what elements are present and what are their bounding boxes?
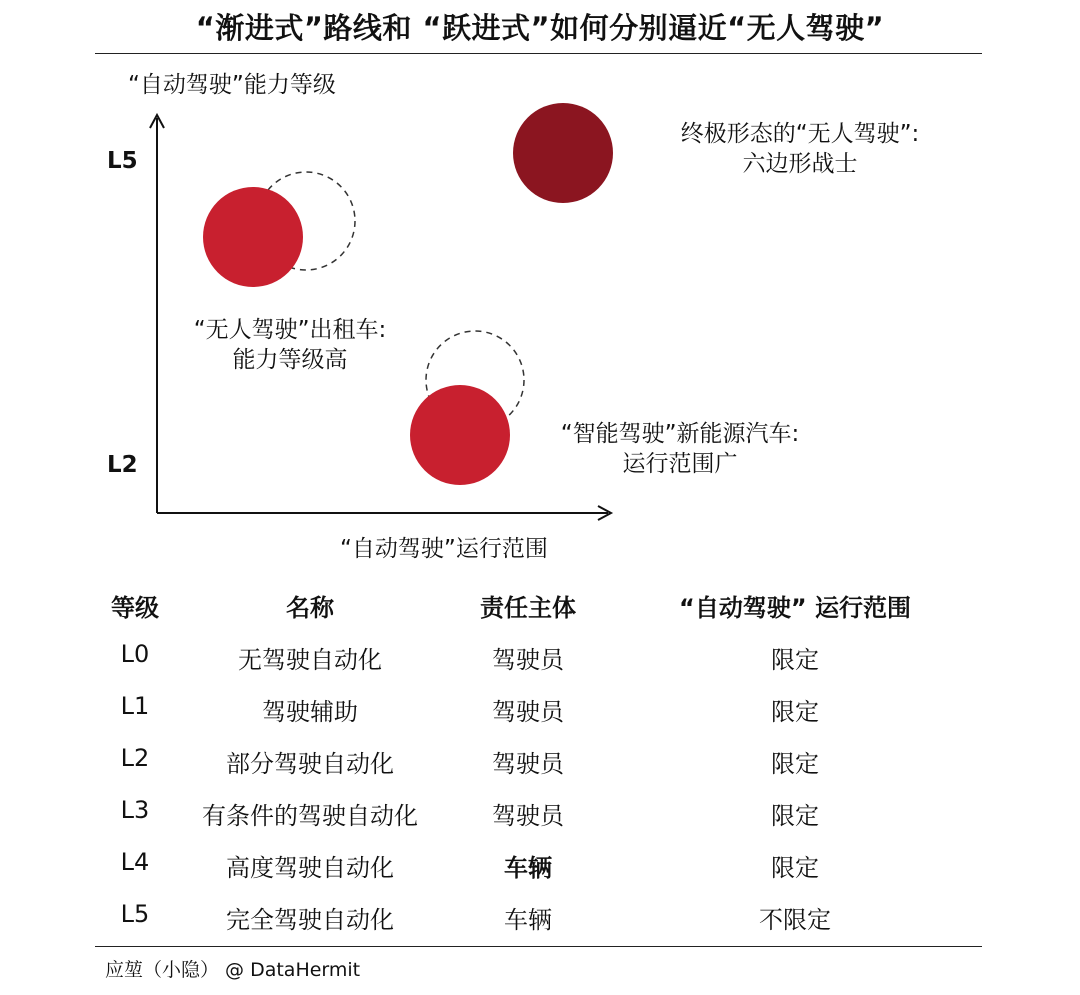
ultimate-circle	[513, 103, 613, 203]
y-tick-l2: L2	[107, 452, 138, 478]
page-title: “渐进式”路线和 “跃进式”如何分别逼近“无人驾驶”	[195, 11, 885, 45]
row-l3-level: L3	[120, 796, 150, 824]
row-l4-name: 高度驾驶自动化	[226, 854, 394, 882]
row-l0-subject: 驾驶员	[492, 646, 564, 674]
table-header-level: 等级	[111, 594, 159, 622]
row-l3-subject: 驾驶员	[492, 802, 564, 830]
row-l4-subject: 车辆	[504, 854, 552, 882]
y-tick-l5: L5	[107, 148, 138, 174]
row-l2-name: 部分驾驶自动化	[226, 750, 394, 778]
nev-circle	[410, 385, 510, 485]
row-l5-level: L5	[120, 900, 150, 928]
row-l1-subject: 驾驶员	[492, 698, 564, 726]
nev-label	[530, 419, 830, 479]
nev-label-line1: “智能驾驶”新能源汽车:	[560, 421, 800, 447]
robotaxi-circle	[203, 187, 303, 287]
row-l1-level: L1	[120, 692, 150, 720]
row-l2-scope: 限定	[771, 750, 819, 778]
row-l3-name: 有条件的驾驶自动化	[202, 802, 418, 830]
robotaxi-label-line2: 能力等级高	[232, 347, 348, 373]
footer-credit: 应堃（小隐） @ DataHermit	[105, 959, 361, 981]
row-l0-level: L0	[120, 640, 150, 668]
robotaxi-label-line1: “无人驾驶”出租车:	[193, 317, 387, 343]
row-l0-scope: 限定	[771, 646, 819, 674]
row-l4-scope: 限定	[771, 854, 819, 882]
ultimate-label	[640, 119, 960, 179]
table-header-name: 名称	[286, 594, 334, 622]
table-header-scope: “自动驾驶” 运行范围	[679, 594, 911, 622]
footer-divider	[95, 946, 982, 947]
robotaxi-label	[160, 315, 420, 375]
row-l1-name: 驾驶辅助	[262, 698, 358, 726]
row-l2-subject: 驾驶员	[492, 750, 564, 778]
ultimate-label-line1: 终极形态的“无人驾驶”:	[680, 121, 920, 147]
row-l4-level: L4	[120, 848, 150, 876]
row-l5-scope: 不限定	[759, 906, 831, 934]
table-header-subject: 责任主体	[480, 594, 576, 622]
y-axis-label: “自动驾驶”能力等级	[128, 72, 336, 98]
row-l5-name: 完全驾驶自动化	[226, 906, 394, 934]
row-l3-scope: 限定	[771, 802, 819, 830]
row-l0-name: 无驾驶自动化	[238, 646, 382, 674]
row-l1-scope: 限定	[771, 698, 819, 726]
row-l5-subject: 车辆	[504, 906, 552, 934]
ultimate-label-line2: 六边形战士	[742, 151, 858, 177]
nev-label-line2: 运行范围广	[622, 451, 738, 477]
x-axis-label: “自动驾驶”运行范围	[340, 536, 548, 562]
row-l2-level: L2	[120, 744, 150, 772]
